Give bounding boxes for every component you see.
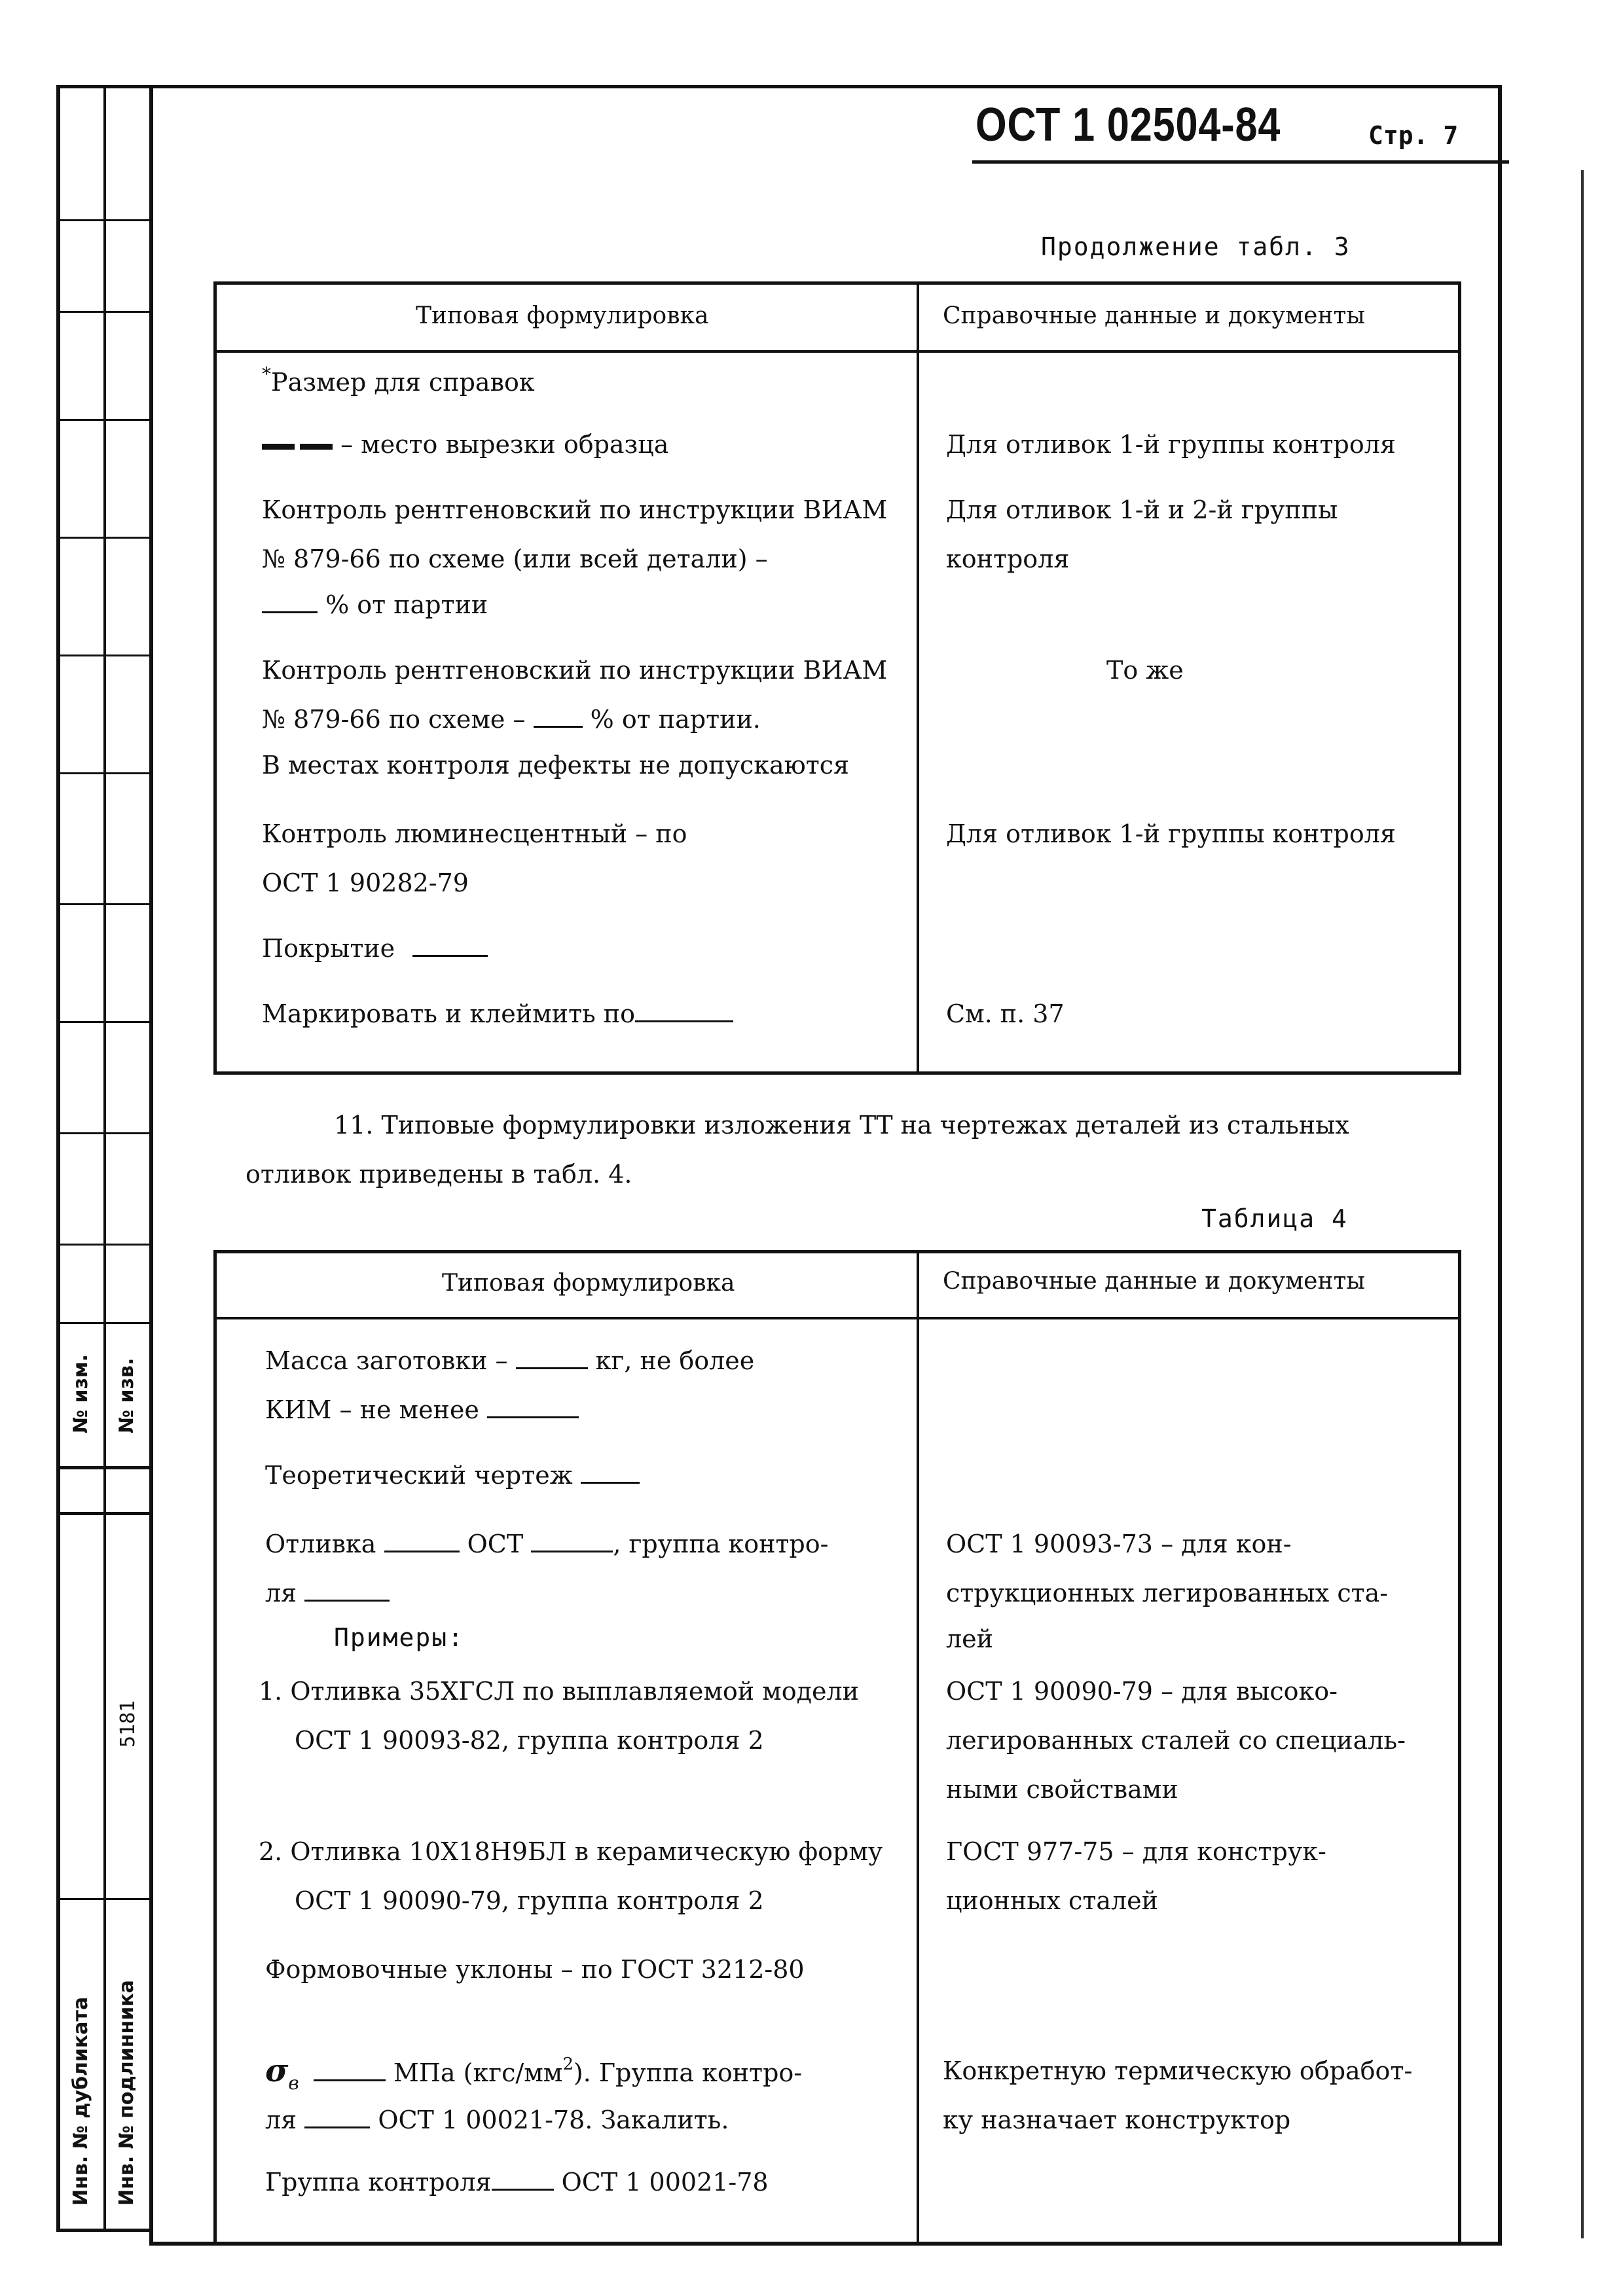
table3-row7-ref: См. п. 37 <box>946 999 1065 1028</box>
example1-l1: 1. Отливка 35ХГСЛ по выплавляемой модели <box>259 1677 859 1706</box>
table4-row4: Формовочные уклоны – по ГОСТ 3212-80 <box>265 1955 805 1984</box>
table3-col1-header: Типовая формулировка <box>416 302 709 329</box>
paragraph-line1: 11. Типовые формулировки изложения ТТ на чертежах деталей из стальных <box>334 1111 1349 1139</box>
table3-row4-l1: Контроль рентгеновский по инструкции ВИАМ <box>262 656 888 685</box>
example1-l2: ОСТ 1 90093-82, группа контроля 2 <box>295 1726 764 1755</box>
blank-field <box>304 2107 370 2128</box>
blank-field <box>412 935 488 957</box>
table4-col2-header: Справочные данные и документы <box>943 1268 1366 1295</box>
blank-field <box>314 2060 386 2081</box>
page-frame-right <box>1498 85 1502 2245</box>
paragraph-line2: отливок приведены в табл. 4. <box>246 1160 632 1189</box>
table3-row7-text: Маркировать и клеймить по <box>262 999 635 1028</box>
table4-row1-l1 <box>265 1335 754 1386</box>
table4-row1-l2 <box>265 1384 579 1435</box>
table3-row3-l3 <box>262 579 488 630</box>
doc-number: 5181 <box>117 1700 139 1748</box>
page-frame-bottom <box>149 2242 1502 2246</box>
page-label: Стр. 7 <box>1368 121 1459 150</box>
table3-row3-l3-text: % от партии <box>325 590 488 619</box>
table3-caption: Продолжение табл. 3 <box>1041 232 1351 261</box>
izv-label: № изв. <box>115 1357 138 1433</box>
table3-row4-l2 <box>262 694 761 745</box>
table4-row3-l1c: , группа контро- <box>613 1530 829 1558</box>
sigma-subscript: в <box>288 2072 299 2094</box>
blank-field <box>635 1001 733 1022</box>
dubl-label: Инв. № дубликата <box>69 1996 92 2206</box>
example2-ref2: ционных сталей <box>946 1886 1158 1915</box>
doc-code: ОСТ 1 02504-84 <box>976 99 1281 151</box>
blank-field <box>262 592 318 613</box>
table3-row7 <box>262 988 733 1039</box>
podl-label: Инв. № подлинника <box>115 1980 138 2206</box>
example2-l1: 2. Отливка 10Х18Н9БЛ в керамическую форму <box>259 1837 883 1866</box>
cut-line-symbol-2 <box>300 444 333 450</box>
table3-row3-ref2: контроля <box>946 545 1070 573</box>
table3-row6 <box>262 923 488 974</box>
table4-row5-ref1: Конкретную термическую обработ- <box>943 2056 1413 2085</box>
table4-row2-text: Теоретический чертеж <box>265 1461 573 1490</box>
table4-col1-header: Типовая формулировка <box>442 1270 735 1297</box>
example-ref1: ОСТ 1 90090-79 – для высоко- <box>946 1677 1338 1706</box>
table3-row4-l2b: % от партии. <box>590 705 761 734</box>
blank-field <box>304 1580 390 1602</box>
blank-field <box>531 1531 613 1552</box>
examples-label: Примеры: <box>334 1623 465 1652</box>
scan-edge-line <box>1581 170 1584 2238</box>
table3-row2 <box>262 419 668 470</box>
blank-field <box>516 1348 588 1369</box>
table3-row6-text: Покрытие <box>262 934 395 963</box>
table4-row1-l2-text: КИМ – не менее <box>265 1395 479 1424</box>
blank-field <box>487 1397 579 1418</box>
table4-row1-l1b: кг, не более <box>595 1346 755 1375</box>
table4-row2 <box>265 1450 640 1501</box>
cut-line-symbol <box>262 444 295 450</box>
example2-ref1: ГОСТ 977-75 – для конструк- <box>946 1837 1326 1866</box>
table3-row3-ref1: Для отливок 1-й и 2-й группы <box>946 495 1338 524</box>
table3-row2-ref: Для отливок 1-й группы контроля <box>946 430 1396 459</box>
table4-row6a: Группа контроля <box>265 2168 492 2197</box>
table4-row6 <box>265 2157 769 2208</box>
table4-row3-ref2: струкционных легированных ста- <box>946 1579 1389 1607</box>
blank-field <box>534 706 583 728</box>
doc-code-underline <box>972 160 1509 164</box>
table4-row3-l2-text: ля <box>265 1579 297 1607</box>
table4-caption: Таблица 4 <box>1201 1204 1348 1233</box>
table3-row1 <box>262 357 535 410</box>
superscript-2: 2 <box>562 2054 574 2074</box>
table4-row3-l1b: ОСТ <box>467 1530 524 1558</box>
sigma-symbol: σ <box>265 2053 289 2089</box>
table3-row5-ref: Для отливок 1-й группы контроля <box>946 819 1396 848</box>
table3-col2-header: Справочные данные и документы <box>943 302 1366 329</box>
table4-row1-l1a: Масса заготовки – <box>265 1346 508 1375</box>
table4-row5-ref2: ку назначает конструктор <box>943 2106 1291 2134</box>
table4-row3-ref3: лей <box>946 1624 993 1653</box>
table3-row5-l1: Контроль люминесцентный – по <box>262 819 687 848</box>
page-frame-top <box>149 85 1501 88</box>
blank-field <box>581 1462 640 1484</box>
blank-field <box>492 2169 554 2191</box>
table3-row1-text: Размер для справок <box>271 368 535 397</box>
table4-row5-l2 <box>265 2094 729 2145</box>
table3-row5-l2: ОСТ 1 90282-79 <box>262 869 469 897</box>
table4-row5-l2b: ОСТ 1 00021-78. Закалить. <box>378 2106 729 2134</box>
table4-row3-ref1: ОСТ 1 90093-73 – для кон- <box>946 1530 1292 1558</box>
table3-row4-ref: То же <box>1106 656 1184 685</box>
table4-row3-l1a: Отливка <box>265 1530 376 1558</box>
blank-field <box>384 1531 460 1552</box>
footnote-mark: * <box>262 363 271 385</box>
table3-row2-text: – место вырезки образца <box>340 430 669 459</box>
table4-row3-l1 <box>265 1518 828 1570</box>
table3-row3-l2: № 879-66 по схеме (или всей детали) – <box>262 545 768 573</box>
izm-label: № изм. <box>69 1354 92 1433</box>
example-ref3: ными свойствами <box>946 1775 1178 1804</box>
table4-row6b: ОСТ 1 00021-78 <box>561 2168 769 2197</box>
table3-row4-l3: В местах контроля дефекты не допускаются <box>262 751 850 780</box>
table4-row3-l2 <box>265 1568 390 1619</box>
example-ref2: легированных сталей со специаль- <box>946 1726 1406 1755</box>
table4-row5-l1a: МПа (кгс/мм <box>393 2058 563 2087</box>
table3-row3-l1: Контроль рентгеновский по инструкции ВИАМ <box>262 495 888 524</box>
table3-row4-l2a: № 879-66 по схеме – <box>262 705 526 734</box>
example2-l2: ОСТ 1 90090-79, группа контроля 2 <box>295 1886 764 1915</box>
table4-row5-l1b: ). Группа контро- <box>573 2058 803 2087</box>
table4-row5-l1 <box>265 2045 802 2102</box>
table4-row5-l2a: ля <box>265 2106 297 2134</box>
